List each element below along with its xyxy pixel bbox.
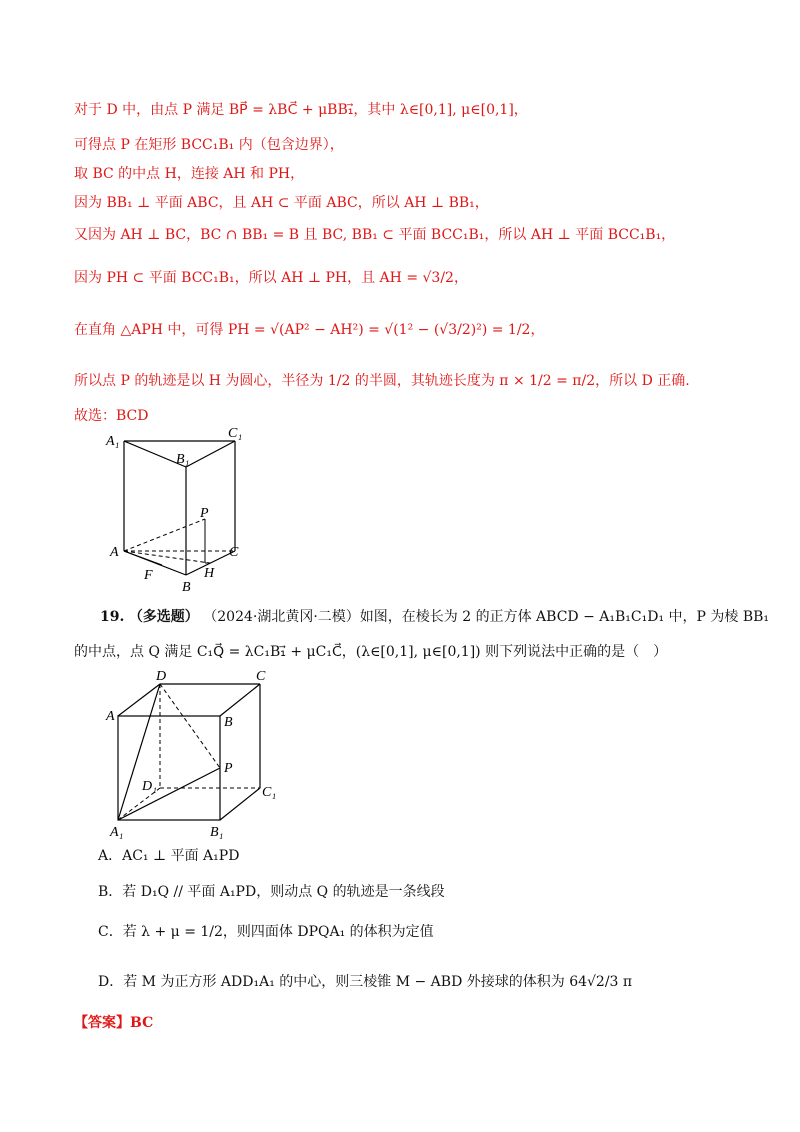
option-b: B．若 D₁Q // 平面 A₁PD，则动点 Q 的轨迹是一条线段 <box>98 884 445 900</box>
solution-line-5: 又因为 AH ⊥ BC，BC ∩ BB₁ = B 且 BC, BB₁ ⊂ 平面 BCC₁B₁，所以 AH ⊥ 平面 BCC₁B₁， <box>74 227 676 243</box>
solution-line-2: 可得点 P 在矩形 BCC₁B₁ 内（包含边界）， <box>74 137 344 153</box>
solution-line-3: 取 BC 的中点 H，连接 AH 和 PH， <box>74 166 305 182</box>
option-a: A．AC₁ ⊥ 平面 A₁PD <box>98 848 240 864</box>
label-P: P <box>224 761 233 776</box>
question-stem-2: 的中点，点 Q 满足 C₁Q⃗ = λC₁B₁⃗ + μC₁C⃗，(λ∈[0,1], μ∈[0,1]) 则下列说法中正确的是（ ） <box>74 644 668 660</box>
label-A: A <box>106 709 115 724</box>
option-d: D．若 M 为正方形 ADD₁A₁ 的中心，则三棱锥 M − ABD 外接球的体积为 64√2/3 π <box>98 974 633 990</box>
label-A1: A₁ <box>110 825 124 840</box>
solution-line-8: 所以点 P 的轨迹是以 H 为圆心，半径为 1/2 的半圆，其轨迹长度为 π × 1/2 = π/2，所以 D 正确. <box>74 373 690 389</box>
prism-figure <box>100 425 270 599</box>
label-F: F <box>144 568 153 583</box>
label-C1: C₁ <box>228 426 243 441</box>
question-stem-1: （2024·湖北黄冈·二模）如图，在棱长为 2 的正方体 ABCD − A₁B₁C₁D₁ 中，P 为棱 BB₁ <box>203 609 770 625</box>
cube-figure <box>100 670 290 844</box>
question-tag: （多选题） <box>128 609 199 625</box>
solution-line-6: 因为 PH ⊂ 平面 BCC₁B₁，所以 AH ⊥ PH，且 AH = √3/2， <box>74 270 468 286</box>
option-c: C．若 λ + μ = 1/2，则四面体 DPQA₁ 的体积为定值 <box>98 924 434 940</box>
answer-line: 【答案】BC <box>74 1015 154 1031</box>
solution-line-1: 对于 D 中，由点 P 满足 BP⃗ = λBC⃗ + μBB₁⃗，其中 λ∈[0,1], μ∈[0,1]， <box>74 102 528 118</box>
solution-line-7: 在直角 △APH 中，可得 PH = √(AP² − AH²) = √(1² − (√3/2)²) = 1/2， <box>74 322 545 338</box>
label-A: A <box>110 545 119 560</box>
label-A1: A₁ <box>106 434 120 449</box>
question-number: 19. <box>100 609 125 625</box>
label-B: B <box>182 580 191 595</box>
label-D: D <box>156 670 167 684</box>
solution-line-9: 故选：BCD <box>74 408 149 424</box>
label-H: H <box>204 566 215 581</box>
label-B: B <box>224 715 233 730</box>
solution-line-4: 因为 BB₁ ⊥ 平面 ABC，且 AH ⊂ 平面 ABC，所以 AH ⊥ BB₁， <box>74 195 489 211</box>
label-C1: C₁ <box>262 785 277 800</box>
label-C: C <box>229 545 239 560</box>
label-B1: B₁ <box>210 825 224 840</box>
label-C: C <box>256 670 266 684</box>
label-B1: B₁ <box>176 452 190 467</box>
question-line-1 <box>100 607 769 627</box>
label-D1: D₁ <box>142 779 157 794</box>
label-P: P <box>200 506 209 521</box>
